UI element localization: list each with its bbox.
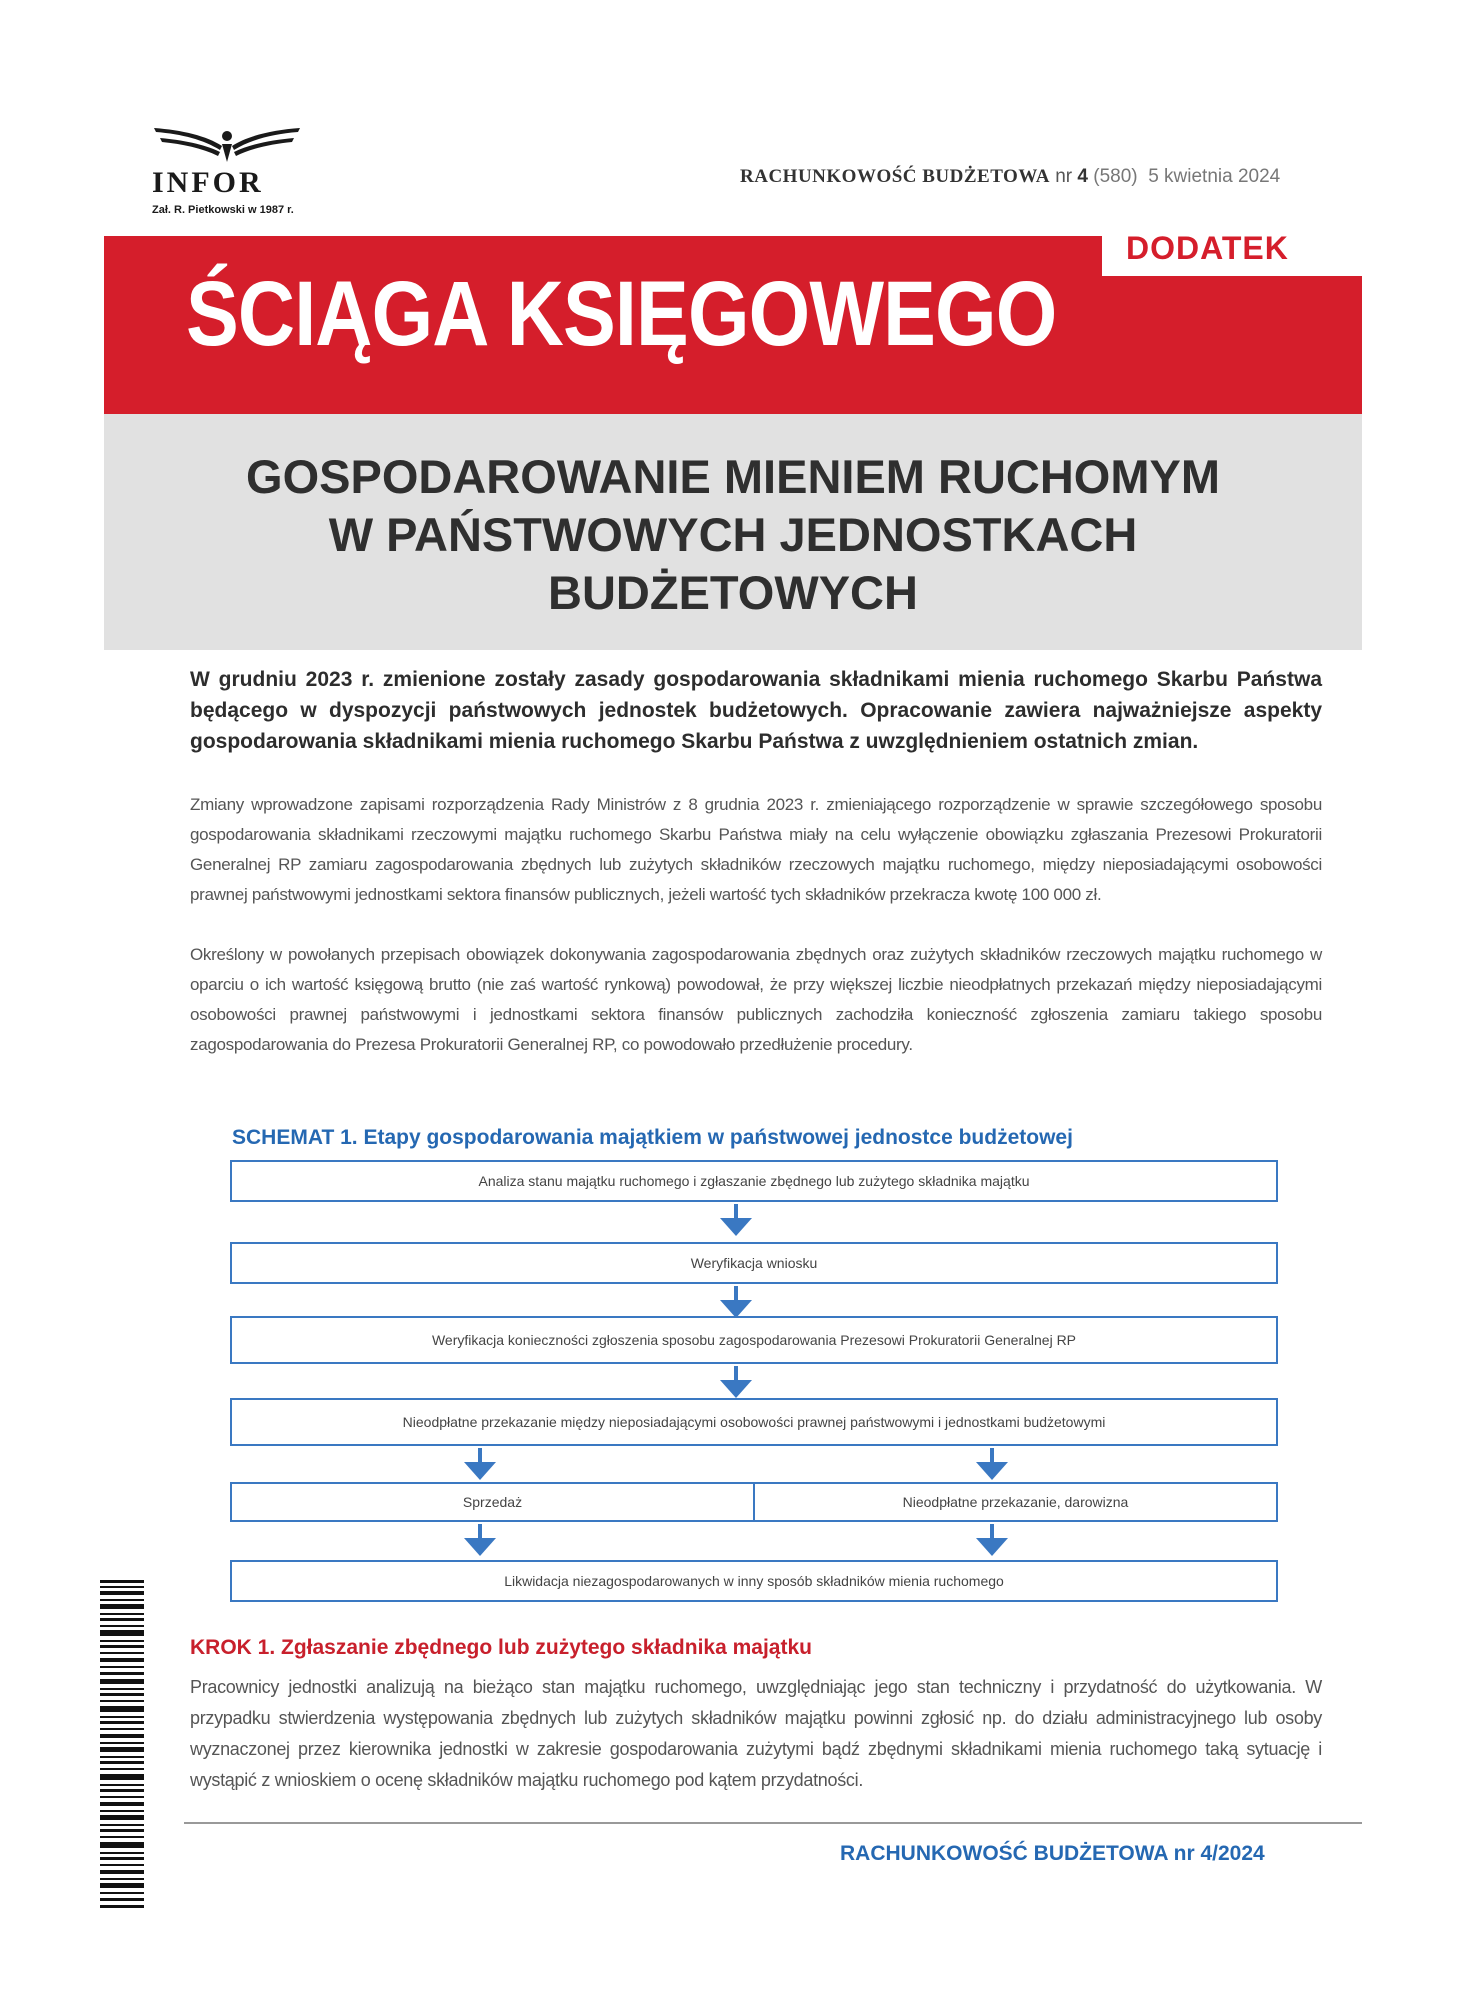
- scheme-title: SCHEMAT 1. Etapy gospodarowania majątkiem w państwowej jednostce budżetowej: [232, 1126, 1073, 1149]
- scheme-option: Nieodpłatne przekazanie, darowizna: [753, 1484, 1276, 1520]
- scheme-final-step: Likwidacja niezagospodarowanych w inny sposób składników mienia ruchomego: [230, 1560, 1278, 1602]
- footer-divider: [184, 1822, 1362, 1824]
- logo-wordmark: INFOR: [152, 166, 264, 199]
- footer-publication: RACHUNKOWOŚĆ BUDŻETOWA nr 4/2024: [840, 1842, 1265, 1865]
- title-line: BUDŻETOWYCH: [548, 566, 918, 619]
- title-line: GOSPODAROWANIE MIENIEM RUCHOMYM: [246, 450, 1220, 503]
- issue-info: [740, 166, 1280, 188]
- title-line: W PAŃSTWOWYCH JEDNOSTKACH: [328, 508, 1138, 561]
- body-paragraph: Określony w powołanych przepisach obowiązek dokonywania zagospodarowania zbędnych oraz zużytych składników rzeczowych majątku ruchomego w oparciu o ich wartość księgową brutto (nie zaś wartość rynkową) powodował, że przy większej liczbie nieodpłatnych przekazań między nieposiadającymi osobowości prawnej państwowymi i jednostkami sektora finansów publicznych zachodziła konieczność zgłoszenia zamiaru takiego sposobu zagospodarowania do Prezesa Prokuratorii Generalnej RP, co powodowało przedłużenie procedury.: [190, 945, 1322, 1054]
- eagle-wings-icon: [152, 122, 302, 164]
- section-paragraph: Pracownicy jednostki analizują na bieżąco stan majątku ruchomego, uwzględniając jego stan techniczny i przydatność do użytkowania. W przypadku stwierdzenia występowania zbędnych lub zużytych składników majątku powinni zgłosić np. do działu administracyjnego lub osoby wyznaczonej przez kierownika jednostki w zakresie gospodarowania zużytymi bądź zbędnymi składnikami mienia ruchomego taką sytuację i wystąpić z wnioskiem o ocenę składników majątku ruchomego pod kątem przydatności.: [190, 1677, 1322, 1790]
- scheme-split-step: [230, 1482, 1278, 1522]
- issue-nr-label: nr: [1055, 166, 1073, 187]
- page-title: [104, 448, 1362, 622]
- infor-logo: [140, 122, 340, 222]
- masthead-title: ŚCIĄGA KSIĘGOWEGO: [186, 263, 1057, 365]
- issue-date: 5 kwietnia 2024: [1148, 166, 1281, 187]
- barcode-icon: [100, 1580, 144, 1910]
- scheme-step: Weryfikacja wniosku: [230, 1242, 1278, 1284]
- issue-number: 4: [1077, 166, 1088, 187]
- scheme-step: Analiza stanu majątku ruchomego i zgłaszanie zbędnego lub zużytego składnika majątku: [230, 1160, 1278, 1202]
- scheme-option: Sprzedaż: [462, 1494, 523, 1510]
- issue-edition: (580): [1093, 166, 1138, 187]
- body-paragraph: Zmiany wprowadzone zapisami rozporządzenia Rady Ministrów z 8 grudnia 2023 r. zmieniającego rozporządzenie w sprawie szczegółowego sposobu gospodarowania składnikami rzeczowymi majątku ruchomego Skarbu Państwa miały na celu wyłączenie obowiązku zgłaszania Prezesowi Prokuratorii Generalnej RP zamiaru zagospodarowania zbędnych lub zużytych składników rzeczowych majątku ruchomego, między nieposiadającymi osobowości prawnej państwowymi jednostkami sektora finansów publicznych, jeżeli wartość tych składników przekracza kwotę 100 000 zł.: [190, 795, 1322, 904]
- section-heading: KROK 1. Zgłaszanie zbędnego lub zużytego składnika majątku: [190, 1636, 812, 1659]
- scheme-step: Weryfikacja konieczności zgłoszenia sposobu zagospodarowania Prezesowi Prokuratorii Generalnej RP: [230, 1316, 1278, 1364]
- logo-subtitle: Zał. R. Pietkowski w 1987 r.: [152, 204, 294, 216]
- publication-name: RACHUNKOWOŚĆ BUDŻETOWA: [740, 166, 1050, 187]
- scheme-step: Nieodpłatne przekazanie między nieposiadającymi osobowości prawnej państwowymi i jednostkami budżetowymi: [230, 1398, 1278, 1446]
- supplement-badge: DODATEK: [1126, 230, 1289, 266]
- lead-paragraph: W grudniu 2023 r. zmienione zostały zasady gospodarowania składnikami mienia ruchomego Skarbu Państwa będącego w dyspozycji państwowych jednostek budżetowych. Opracowanie zawiera najważniejsze aspekty gospodarowania składnikami mienia ruchomego Skarbu Państwa z uwzględnieniem ostatnich zmian.: [190, 668, 1322, 753]
